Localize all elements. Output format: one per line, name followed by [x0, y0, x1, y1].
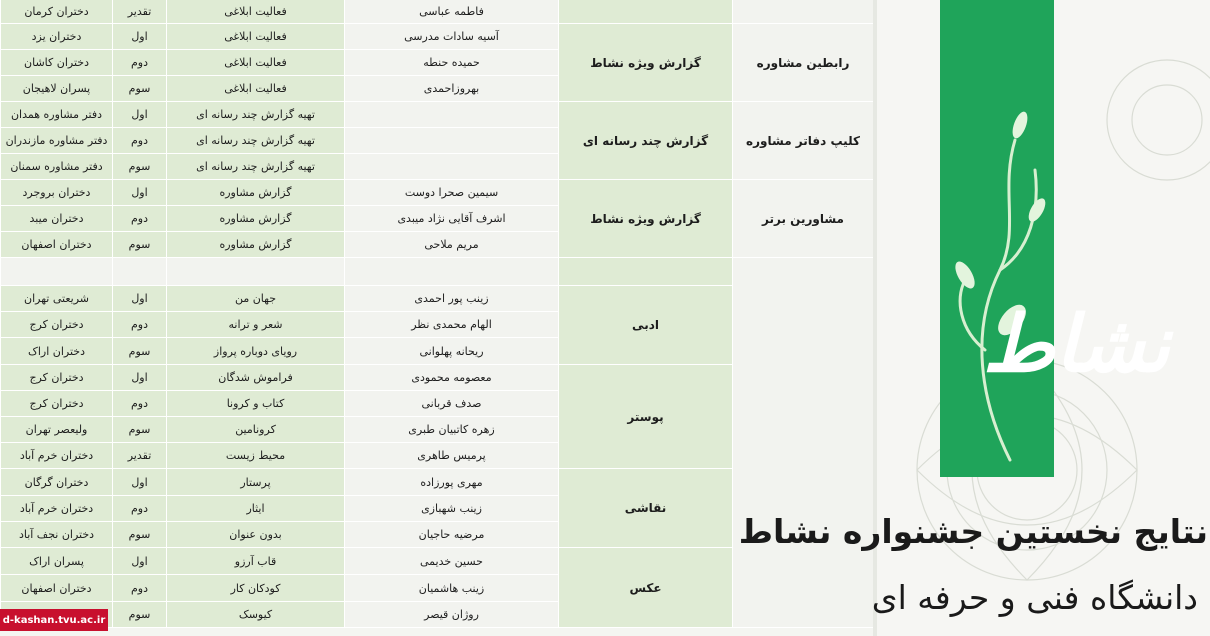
table-cell-name: روژان قیصر [344, 602, 558, 628]
table-cell-work: تهیه گزارش چند رسانه ای [166, 154, 344, 180]
table-cell-work: فعالیت ابلاغی [166, 0, 344, 24]
table-cell-rank: دوم [112, 206, 166, 232]
table-cell-unit: پسران اراک [0, 548, 112, 575]
table-cell-rank: اول [112, 469, 166, 496]
table-cell-name: فاطمه عباسی [344, 0, 558, 24]
section-cell: رابطین مشاوره [732, 24, 873, 102]
table-cell-name: مریم ملاحی [344, 232, 558, 258]
table-cell-name: زینب شهبازی [344, 496, 558, 522]
table-cell-work: گزارش مشاوره [166, 206, 344, 232]
section-cell [732, 0, 873, 24]
category-cell [558, 258, 732, 286]
table-cell-rank: سوم [112, 417, 166, 443]
table-cell-name: صدف قربانی [344, 391, 558, 417]
table-cell-work: گزارش مشاوره [166, 180, 344, 206]
section-cell [732, 258, 873, 628]
table-cell-work: رویای دوباره پرواز [166, 338, 344, 365]
table-cell-work: کیوسک [166, 602, 344, 628]
poster-title-line2: دانشگاه فنی و حرفه ای [871, 578, 1198, 617]
table-cell-rank: سوم [112, 76, 166, 102]
table-cell-work: فعالیت ابلاغی [166, 24, 344, 50]
vine-decoration [940, 0, 1054, 477]
table-cell-unit: دفتر مشاوره مازندران [0, 128, 112, 154]
table-cell-unit: دختران کرج [0, 312, 112, 338]
table-cell-rank: اول [112, 180, 166, 206]
table-cell-unit: دختران کرج [0, 365, 112, 391]
table-cell-unit: دختران خرم آباد [0, 496, 112, 522]
table-cell-work: فراموش شدگان [166, 365, 344, 391]
table-cell-rank: اول [112, 365, 166, 391]
table-cell-name: حسین خدیمی [344, 548, 558, 575]
table-cell-name: ریحانه پهلوانی [344, 338, 558, 365]
table-cell-rank: اول [112, 286, 166, 312]
table-cell-rank: اول [112, 102, 166, 128]
table-cell-work: شعر و ترانه [166, 312, 344, 338]
table-cell-work: قاب آرزو [166, 548, 344, 575]
category-cell: گزارش ویژه نشاط [558, 24, 732, 102]
table-cell-work: محیط زیست [166, 443, 344, 469]
table-cell-work: بدون عنوان [166, 522, 344, 548]
table-cell-unit: دختران اراک [0, 338, 112, 365]
table-cell-rank [112, 258, 166, 286]
table-cell-rank: سوم [112, 232, 166, 258]
table-cell-work [166, 258, 344, 286]
category-cell: پوستر [558, 365, 732, 469]
table-cell-name: مهری پورزاده [344, 469, 558, 496]
table-cell-unit: دختران اصفهان [0, 232, 112, 258]
category-cell: گزارش چند رسانه ای [558, 102, 732, 180]
table-cell-name: پرمیس طاهری [344, 443, 558, 469]
table-cell-unit: دختران یزد [0, 24, 112, 50]
table-cell-work: گزارش مشاوره [166, 232, 344, 258]
table-cell-work: جهان من [166, 286, 344, 312]
category-cell: عکس [558, 548, 732, 628]
category-cell: گزارش ویژه نشاط [558, 180, 732, 258]
table-cell-name [344, 154, 558, 180]
section-cell: مشاورین برتر [732, 180, 873, 258]
table-cell-rank: سوم [112, 602, 166, 628]
table-cell-work: کودکان کار [166, 575, 344, 602]
table-cell-unit [0, 258, 112, 286]
table-cell-unit: ولیعصر تهران [0, 417, 112, 443]
table-cell-work: فعالیت ابلاغی [166, 76, 344, 102]
table-cell-rank: اول [112, 548, 166, 575]
table-cell-unit: دختران گرگان [0, 469, 112, 496]
table-cell-unit: دختران بروجرد [0, 180, 112, 206]
table-cell-work: کرونامین [166, 417, 344, 443]
table-cell-rank: دوم [112, 50, 166, 76]
table-cell-unit: دختران خرم آباد [0, 443, 112, 469]
table-cell-name [344, 258, 558, 286]
table-cell-rank: تقدیر [112, 443, 166, 469]
table-cell-work: تهیه گزارش چند رسانه ای [166, 102, 344, 128]
poster-title-line1: نتایج نخستین جشنواره نشاط [738, 512, 1208, 551]
table-cell-unit: دختران کاشان [0, 50, 112, 76]
table-cell-name: حمیده حنطه [344, 50, 558, 76]
category-cell [558, 0, 732, 24]
table-cell-unit: دفتر مشاوره سمنان [0, 154, 112, 180]
site-watermark[interactable]: d-kashan.tvu.ac.ir [0, 609, 108, 631]
table-cell-unit: شریعتی تهران [0, 286, 112, 312]
table-cell-name: زینب پور احمدی [344, 286, 558, 312]
table-cell-rank: سوم [112, 154, 166, 180]
category-cell: ادبی [558, 286, 732, 365]
table-cell-rank: تقدیر [112, 0, 166, 24]
table-cell-name: زینب هاشمیان [344, 575, 558, 602]
table-cell-unit: دختران اصفهان [0, 575, 112, 602]
table-cell-name [344, 102, 558, 128]
table-cell-work: کتاب و کرونا [166, 391, 344, 417]
table-cell-rank: دوم [112, 128, 166, 154]
table-cell-rank: سوم [112, 522, 166, 548]
green-banner [940, 0, 1054, 477]
table-cell-name: الهام محمدی نظر [344, 312, 558, 338]
table-cell-rank: دوم [112, 496, 166, 522]
table-cell-unit: دفتر مشاوره همدان [0, 102, 112, 128]
table-cell-rank: دوم [112, 312, 166, 338]
table-cell-name: سیمین صحرا دوست [344, 180, 558, 206]
table-cell-name [344, 128, 558, 154]
table-cell-work: فعالیت ابلاغی [166, 50, 344, 76]
table-cell-rank: اول [112, 24, 166, 50]
table-cell-rank: سوم [112, 338, 166, 365]
table-cell-name: معصومه محمودی [344, 365, 558, 391]
table-cell-rank: دوم [112, 575, 166, 602]
logo-word: نشاط [982, 300, 1170, 390]
table-cell-work: تهیه گزارش چند رسانه ای [166, 128, 344, 154]
table-cell-name: مرضیه حاجیان [344, 522, 558, 548]
table-cell-unit: دختران کرمان [0, 0, 112, 24]
section-cell: کلیپ دفاتر مشاوره [732, 102, 873, 180]
table-cell-rank: دوم [112, 391, 166, 417]
table-cell-name: بهروزاحمدی [344, 76, 558, 102]
table-cell-unit: پسران لاهیجان [0, 76, 112, 102]
table-cell-name: آسیه سادات مدرسی [344, 24, 558, 50]
table-cell-name: زهره کاتبیان طبری [344, 417, 558, 443]
table-cell-unit: دختران میبد [0, 206, 112, 232]
table-cell-work: پرستار [166, 469, 344, 496]
table-cell-unit: دختران کرج [0, 391, 112, 417]
table-cell-unit: دختران نجف آباد [0, 522, 112, 548]
table-cell-name: اشرف آقایی نژاد میبدی [344, 206, 558, 232]
table-cell-work: ایثار [166, 496, 344, 522]
category-cell: نقاشی [558, 469, 732, 548]
